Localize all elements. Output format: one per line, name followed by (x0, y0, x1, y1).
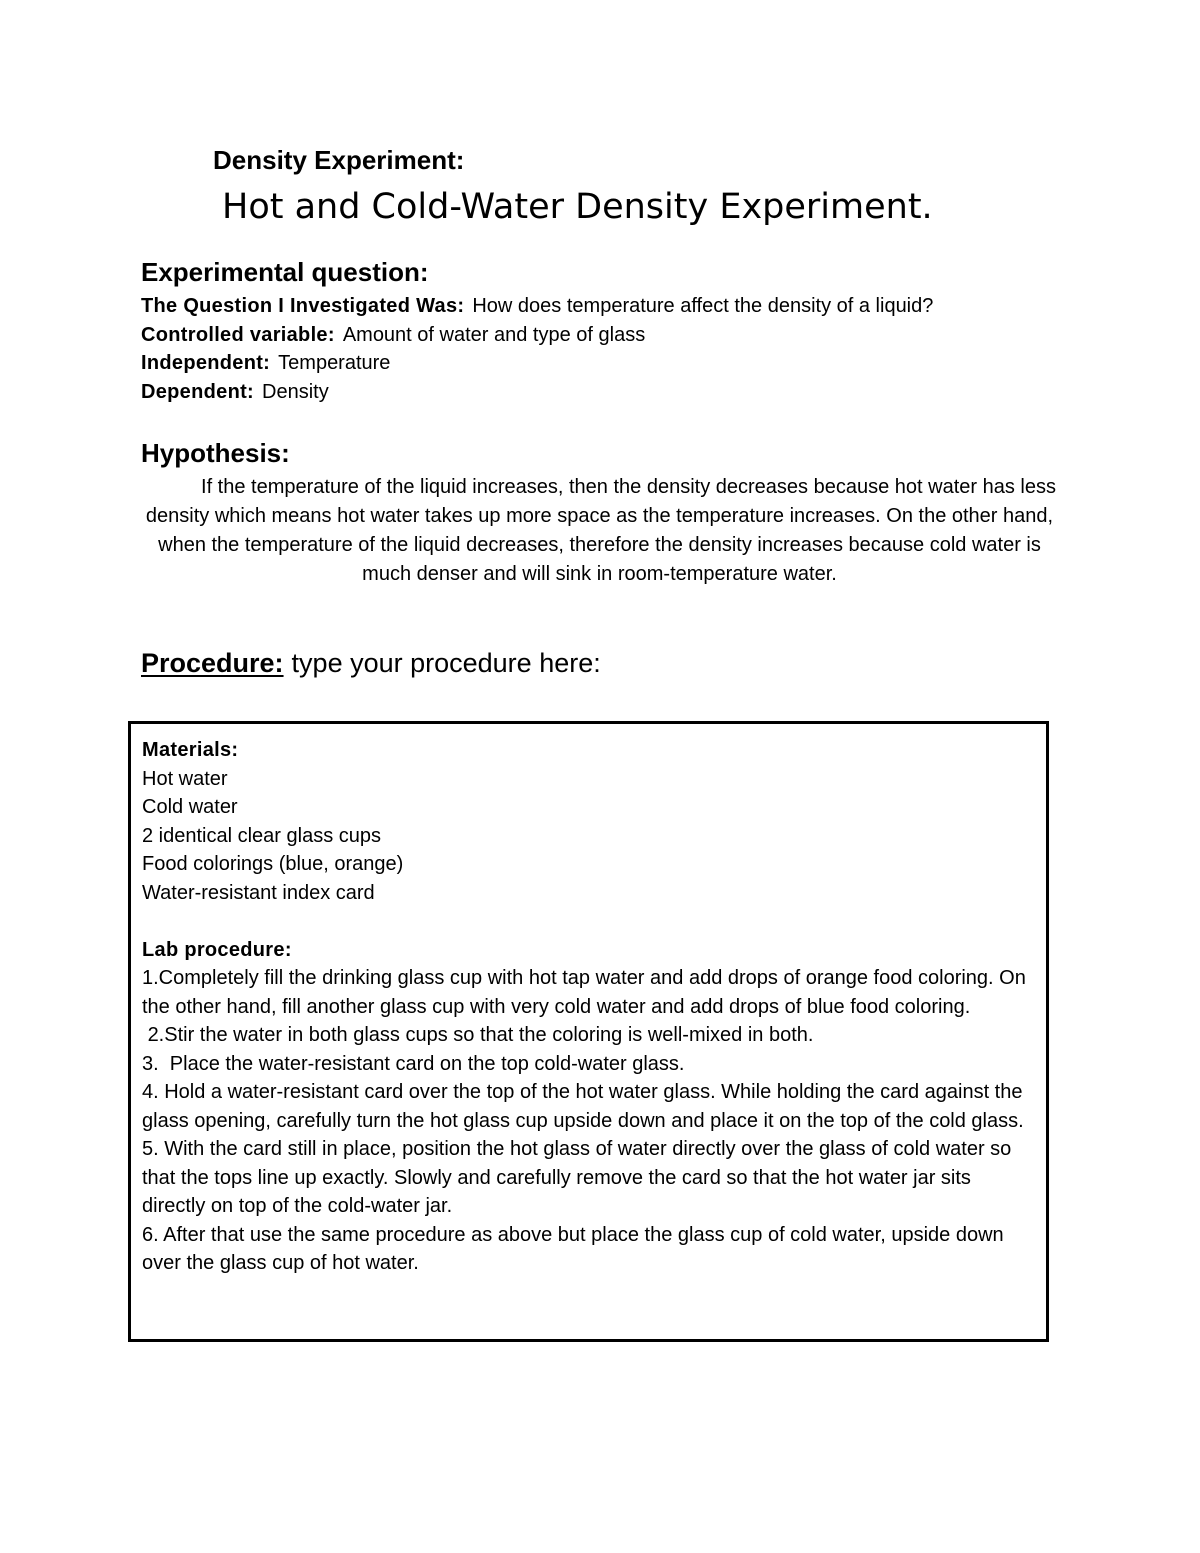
list-item: Cold water (142, 796, 238, 818)
procedure-step: 1.Completely fill the drinking glass cup with hot tap water and add drops of orange food coloring. On the other hand, fill another glass cup with very cold water and add drops of blue food coloring. (142, 967, 1032, 1018)
procedure-step: 4. Hold a water-resistant card over the top of the hot water glass. While holding the card against the glass opening, carefully turn the hot glass cup upside down and place it on the top of the cold glass. (142, 1081, 1029, 1132)
materials-label: Materials: (142, 739, 239, 761)
hypothesis-heading: Hypothesis: (141, 438, 290, 468)
materials-list (142, 765, 1042, 908)
independent-variable-value: Temperature (278, 352, 391, 374)
procedure-text-box[interactable] (128, 721, 1049, 1342)
list-item: 2 identical clear glass cups (142, 824, 382, 847)
controlled-variable-field (141, 321, 933, 350)
procedure-heading (141, 645, 601, 681)
hypothesis-text: If the temperature of the liquid increases, then the density decreases because hot water has less density which means hot water takes up more space as the temperature increases. On the other hand, when the temperature of the liquid decreases, therefore the density increases because cold water is much denser and will sink in room-temperature water. (145, 476, 1056, 585)
dependent-variable-value: Density (262, 380, 329, 403)
procedure-content (142, 736, 1042, 1278)
list-item: Food colorings (blue, orange) (142, 853, 404, 875)
lab-procedure-steps (142, 964, 1042, 1278)
list-item: Water-resistant index card (142, 881, 375, 904)
procedure-step: 5. With the card still in place, position the hot glass of water directly over the glass of cold water so that the tops line up exactly. Slowly and carefully remove the card so that the hot water jar sits directly on top of the cold-water jar. (142, 1138, 1017, 1217)
question-field (141, 292, 933, 321)
question-value: How does temperature affect the density of a liquid? (472, 295, 934, 317)
procedure-step: 3. Place the water-resistant card on the top cold-water glass. (142, 1052, 685, 1075)
dependent-variable-field (141, 378, 933, 407)
controlled-variable-value: Amount of water and type of glass (342, 323, 646, 346)
independent-variable-field (141, 349, 933, 378)
procedure-step: 2.Stir the water in both glass cups so that the coloring is well-mixed in both. (142, 1024, 814, 1046)
experimental-question-heading: Experimental question: (141, 257, 429, 287)
dependent-variable-label: Dependent: (141, 380, 254, 403)
lab-procedure-label: Lab procedure: (142, 938, 292, 961)
list-item: Hot water (142, 767, 228, 790)
hypothesis-paragraph (136, 473, 1063, 589)
controlled-variable-label: Controlled variable: (141, 323, 335, 346)
procedure-step: 6. After that use the same procedure as above but place the glass cup of cold water, upside down over the glass cup of hot water. (142, 1223, 1010, 1274)
experimental-question-fields (141, 292, 933, 406)
document-subtitle: Hot and Cold-Water Density Experiment. (222, 187, 933, 227)
independent-variable-label: Independent: (141, 352, 271, 374)
question-label: The Question I Investigated Was: (141, 295, 465, 317)
blank-line (142, 907, 1042, 936)
document-title: Density Experiment: (213, 145, 465, 175)
procedure-label: Procedure: (141, 648, 284, 678)
procedure-prompt: type your procedure here: (291, 648, 601, 678)
